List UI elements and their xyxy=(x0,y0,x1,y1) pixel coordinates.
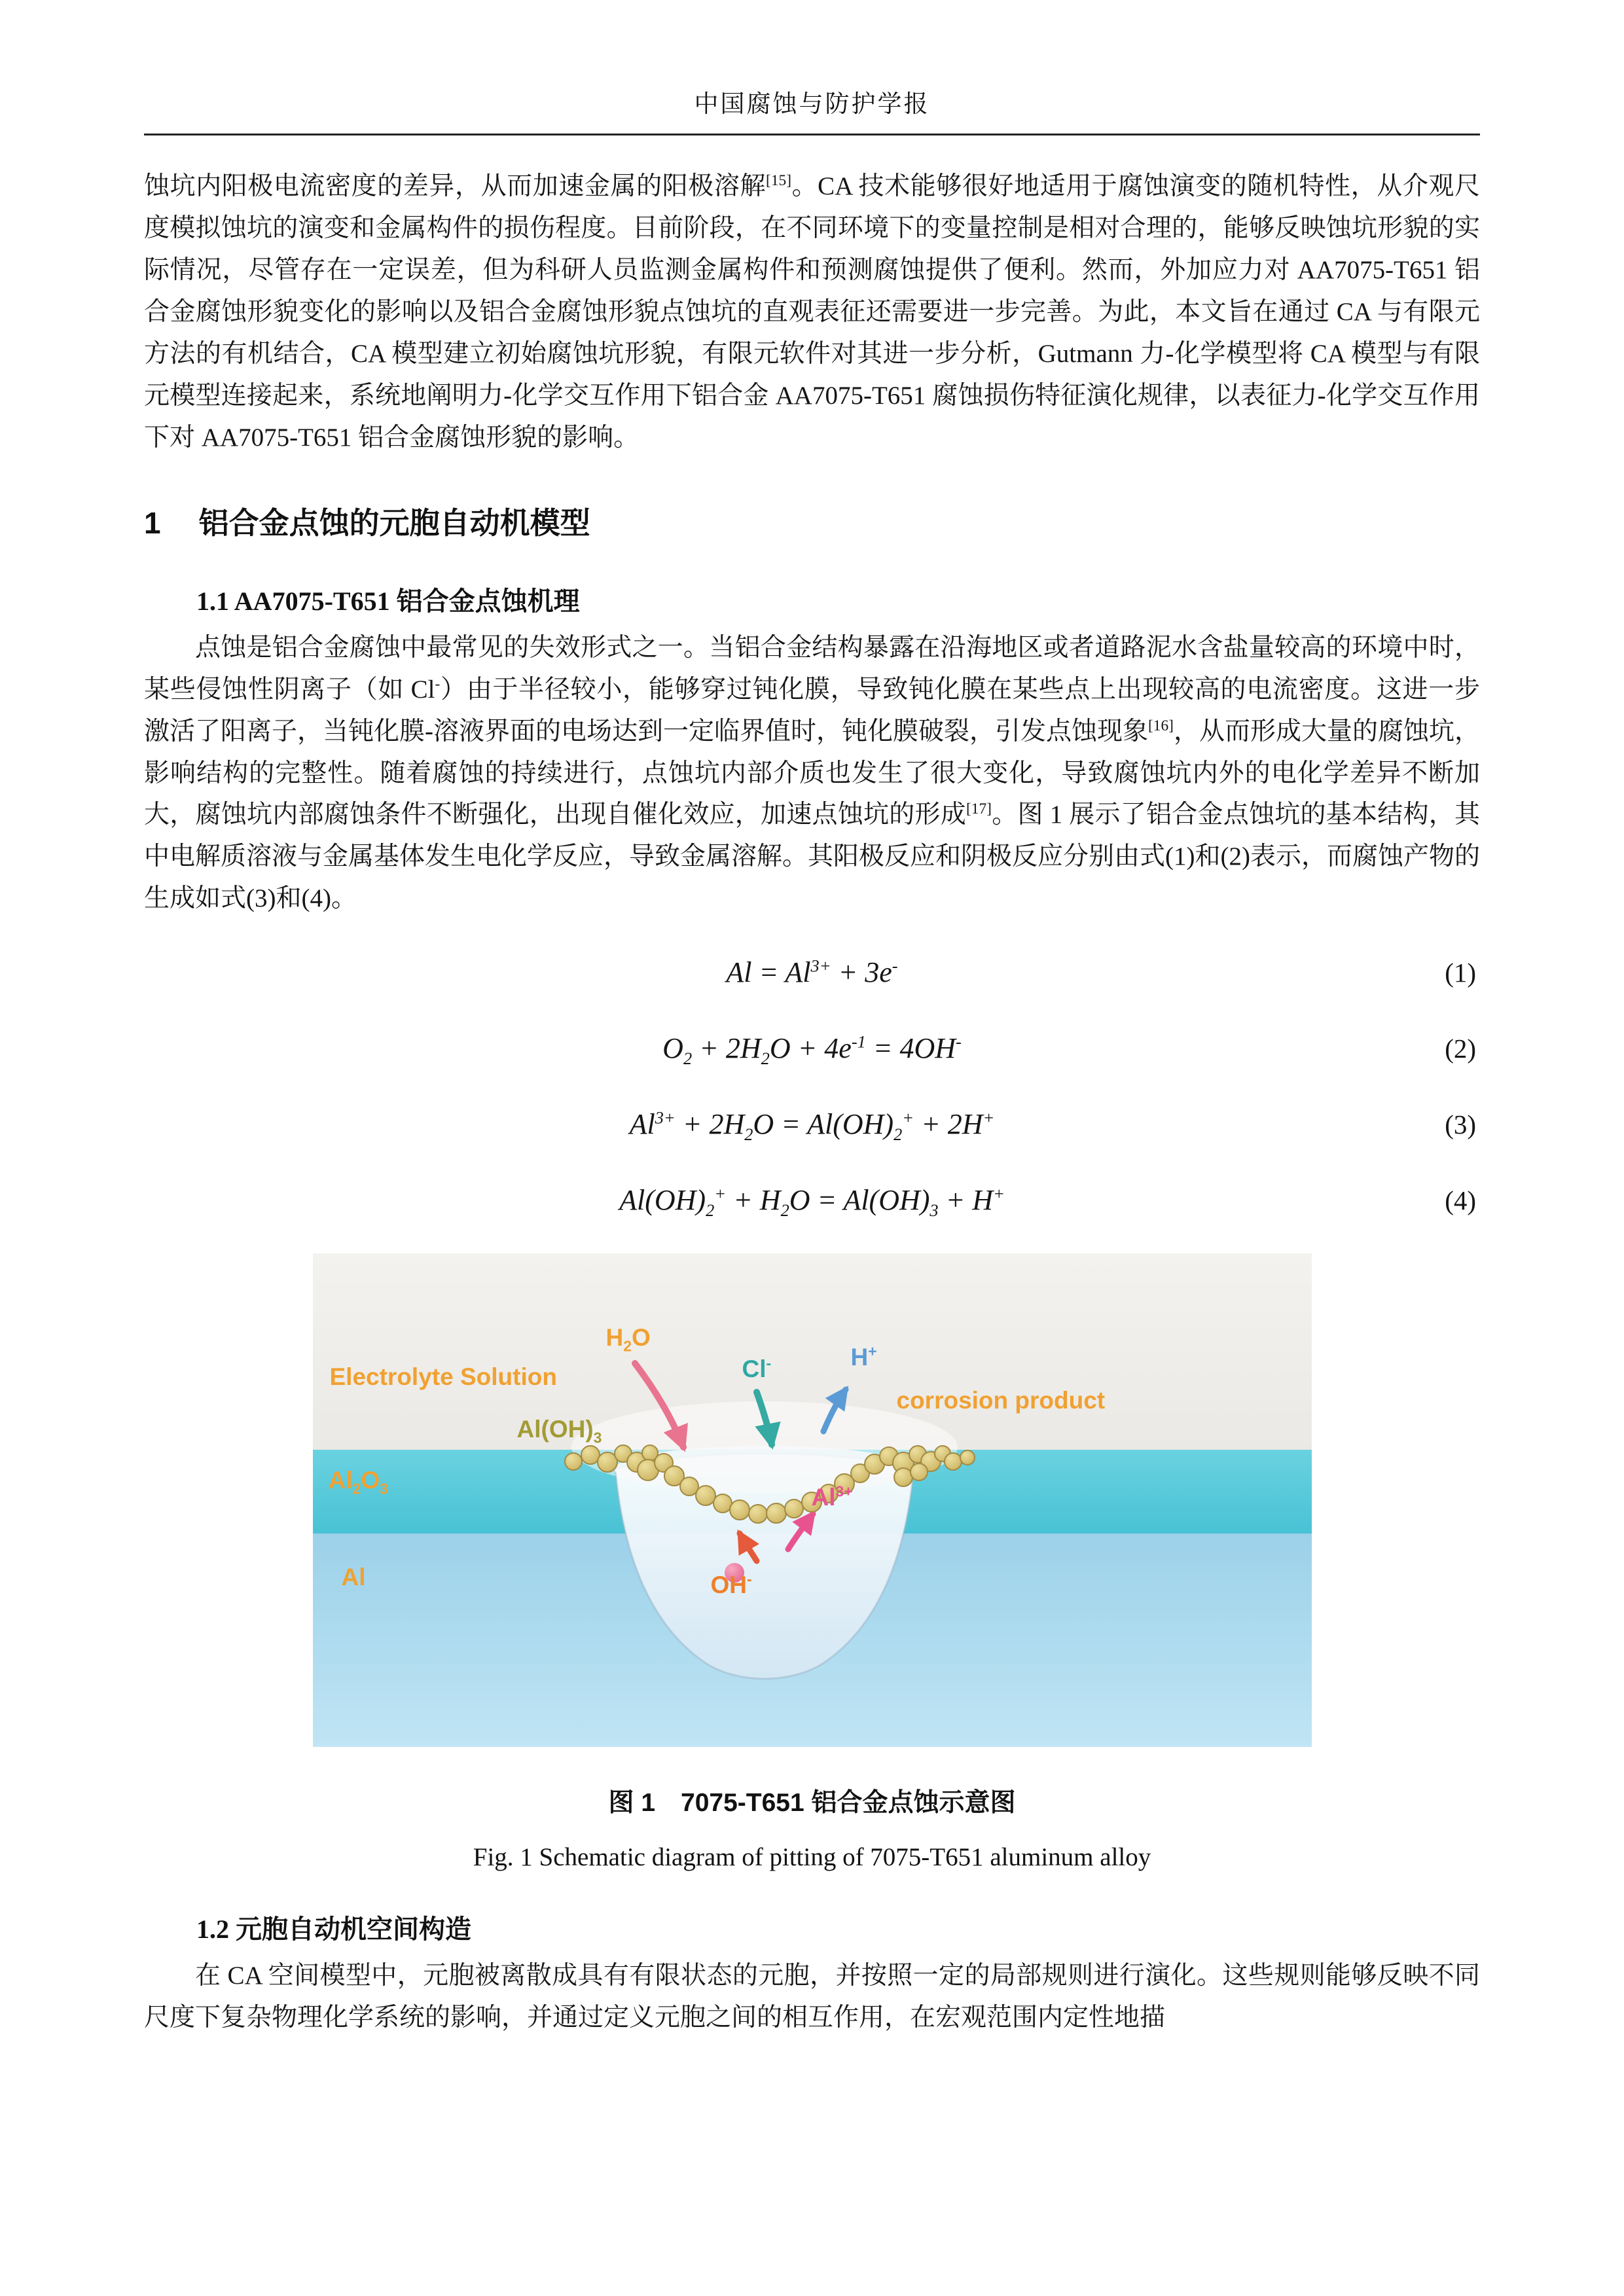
cl-ion-label: Cl- xyxy=(742,1355,772,1383)
section-1-1-body: 点蚀是铝合金腐蚀中最常见的失效形式之一。当铝合金结构暴露在沿海地区或者道路泥水含盐量较高的环境中时，某些侵蚀性阴离子（如 Cl-）由于半径较小，能够穿过钝化膜，导致钝化膜在某些点上出现较高的电流密度。这进一步激活了阳离子，当钝化膜-溶液界面的电场达到一定临界值时，钝化膜破裂，引发点蚀现象[16]，从而形成大量的腐蚀坑，影响结构的完整性。随着腐蚀的持续进行，点蚀坑内部介质也发生了很大变化，导致腐蚀坑内外的电化学差异不断加大，腐蚀坑内部腐蚀条件不断强化，出现自催化效应，加速点蚀坑的形成[17]。图 1 展示了铝合金点蚀坑的基本结构，其中电解质溶液与金属基体发生电化学反应，导致金属溶解。其阳极反应和阴极反应分别由式(1)和(2)表示，而腐蚀产物的生成如式(3)和(4)。 xyxy=(144,633,1480,913)
section-1-heading xyxy=(144,499,1480,543)
equation-row-2 xyxy=(144,1026,1480,1071)
figure-1 xyxy=(313,1253,1312,1747)
aloh3-label: $Al(OH)_3$ xyxy=(516,1416,602,1446)
electrolyte-solution-label: Electrolyte Solution xyxy=(329,1363,557,1391)
equations-block xyxy=(144,950,1480,1223)
intro-paragraph: 蚀坑内阳极电流密度的差异，从而加速金属的阳极溶解[15]。CA 技术能够很好地适用于腐蚀演变的随机特性，从介观尺度模拟蚀坑的演变和金属构件的损伤程度。目前阶段，在不同环境下的变量控制是相对合理的，能够反映蚀坑形貌的实际情况，尽管存在一定误差，但为科研人员监测金属构件和预测腐蚀提供了便利。然而，外加应力对 AA7075-T651 铝合金腐蚀形貌变化的影响以及铝合金腐蚀形貌点蚀坑的直观表征还需要进一步完善。为此，本文旨在通过 CA 与有限元方法的有机结合，CA 模型建立初始腐蚀坑形貌，有限元软件对其进一步分析，Gutmann 力-化学模型将 CA 模型与有限元模型连接起来，系统地阐明力-化学交互作用下铝合金 AA7075-T651 腐蚀损伤特征演化规律，以表征力-化学交互作用下对 AA7075-T651 铝合金腐蚀形貌的影响。 xyxy=(144,172,1480,452)
section-1-2-body: 在 CA 空间模型中，元胞被离散成具有有限状态的元胞，并按照一定的局部规则进行演化。这些规则能够反映不同尺度下复杂物理化学系统的影响，并通过定义元胞之间的相互作用，在宏观范围内定性地描 xyxy=(144,1962,1480,2032)
figure-1-caption-en: Fig. 1 Schematic diagram of pitting of 7075-T651 aluminum alloy xyxy=(473,1843,1151,1872)
equation-2-number: (2) xyxy=(1445,1033,1476,1064)
corrosion-product-label: corrosion product xyxy=(896,1387,1106,1414)
equation-4: $Al(OH)_2^+ + H_2O = Al(OH)_3 + H^+$ xyxy=(619,1183,1005,1221)
section-1-number: 1 xyxy=(144,505,161,540)
al-label: Al xyxy=(341,1564,366,1591)
equation-3-number: (3) xyxy=(1445,1109,1476,1140)
equation-row-1 xyxy=(144,950,1480,996)
equation-4-number: (4) xyxy=(1445,1185,1476,1216)
al2o3-label: $Al_2O_3$ xyxy=(328,1467,388,1498)
oh-ion-label: OH- xyxy=(710,1571,752,1599)
h-ion-label: H+ xyxy=(850,1343,877,1371)
section-1-1-heading: 1.1 AA7075-T651 铝合金点蚀机理 xyxy=(196,586,580,616)
al3-ion-label: $Al^{3+}$ xyxy=(811,1483,853,1511)
section-1-2-heading: 1.2 元胞自动机空间构造 xyxy=(196,1914,471,1945)
section-1-title: 铝合金点蚀的元胞自动机模型 xyxy=(198,505,590,540)
equation-row-3 xyxy=(144,1102,1480,1147)
figure-1-caption-zh: 图 1 7075-T651 铝合金点蚀示意图 xyxy=(608,1789,1016,1818)
equation-1-number: (1) xyxy=(1445,958,1476,988)
pitting-schematic xyxy=(313,1253,1312,1747)
journal-title: 中国腐蚀与防护学报 xyxy=(694,91,930,118)
header-rule xyxy=(144,134,1480,135)
h2o-label: $H_2O$ xyxy=(605,1324,651,1355)
equation-3: $Al^{3+} + 2H_2O = Al(OH)_2^+ + 2H^+$ xyxy=(629,1107,995,1145)
equation-1: $Al = Al^{3+} + 3e^-$ xyxy=(726,956,898,989)
equation-row-4 xyxy=(144,1177,1480,1223)
equation-2: $O_2 + 2H_2O + 4e^{-1} = 4OH^-$ xyxy=(662,1031,962,1069)
